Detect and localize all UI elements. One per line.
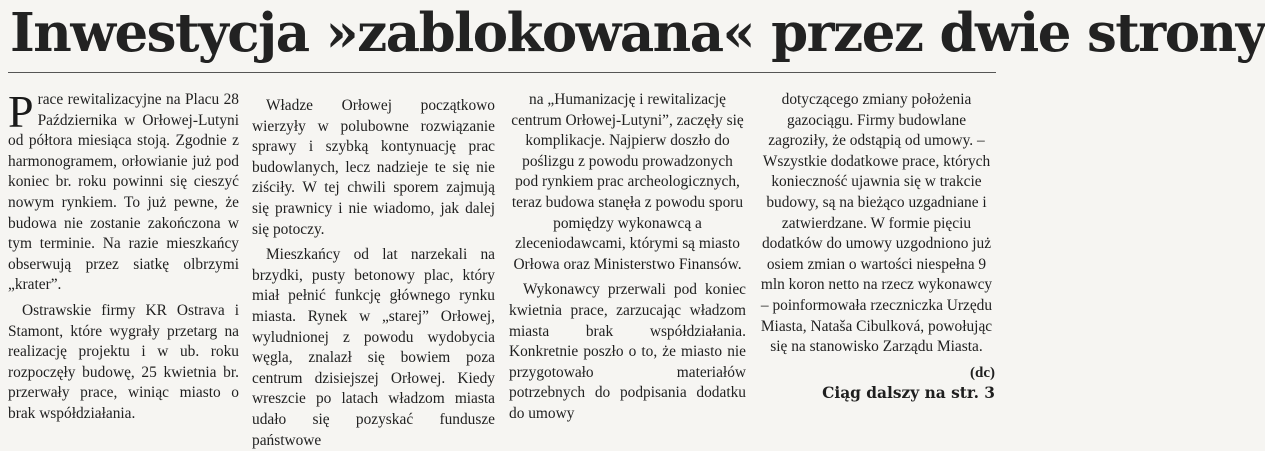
column-1-paragraph-2: Ostrawskie firmy KR Ostrava i Stamont, które wygrały przetarg na realizację projektu i w ub. roku rozpoczęły budowę, 25 kwietnia br. przerwały prace, winiąc miasto o brak współdziałania.	[8, 301, 239, 422]
article-column-2	[252, 96, 495, 451]
column-1-paragraph-1-text: race rewitalizacyjne na Placu 28 Października w Orłowej-Lutyni od półtora miesiąca stoją. Zgodnie z harmonogramem, orłowianie już pod koniec br. roku powinni się cieszyć nowym rynkiem. To już pewne, że budowa nie zostanie zakończona w tym terminie. Na razie mieszkańcy obserwują przez siatkę olbrzymi „krater”.	[8, 91, 239, 294]
continued-on-page: Ciąg dalszy na str. 3	[822, 383, 995, 402]
column-1-paragraph-1	[8, 86, 239, 296]
article-column-3	[509, 90, 746, 425]
column-2-paragraph-1: Władze Orłowej początkowo wierzyły w polubowne rozwiązanie sprawy i szybką kontynuację prac budowlanych, lecz nadzieje te się nie ziściły. W tej chwili sporem zajmują się prawnicy i nie wiadomo, jak dalej się potoczy.	[252, 97, 495, 238]
author-signature: (dc)	[970, 364, 995, 381]
column-3-paragraph-2: Wykonawcy przerwali pod koniec kwietnia prace, zarzucając władzom miasta brak współdziałania. Konkretnie poszło o to, że miasto nie przygotowało materiałów potrzebnych do podpisania dodatku do umowy	[509, 281, 746, 422]
column-2-paragraph-2: Mieszkańcy od lat narzekali na brzydki, pusty betonowy plac, który miał pełnić funkcję głównego rynku miasta. Rynek w „starej” Orłowej, wyludnionej z powodu wydobycia węgla, znalazł się bowiem poza centrum dzisiejszej Orłowej. Kiedy wreszcie po latach władzom miasta udało się pozyskać fundusze państwowe	[252, 246, 495, 449]
column-4-paragraph-1: dotyczącego zmiany położenia gazociągu. Firmy budowlane zagroziły, że odstąpią od umowy. – Wszystkie dodatkowe prace, których konieczność ujawnia się w trakcie budowy, są na bieżąco uzgadniane i zatwierdzane. W formie pięciu dodatków do umowy uzgodniono już osiem zmian o wartości niespełna 9 mln koron netto na rzecz wykonawcy – poinformowała rzeczniczka Urzędu Miasta, Nataša Cibulková, powołując się na stanowisko Zarządu Miasta.	[760, 91, 993, 356]
article-headline: Inwestycja »zablokowana« przez dwie strony	[10, 2, 1265, 64]
headline-rule	[8, 72, 996, 73]
article-column-1	[8, 86, 239, 425]
article-column-4	[758, 90, 995, 403]
column-3-paragraph-1: na „Humanizację i rewitalizację centrum Orłowej-Lutyni”, zaczęły się komplikacje. Najpierw doszło do poślizgu z powodu prowadzonych pod rynkiem prac archeologicznych, teraz budowa stanęła z powodu sporu pomiędzy wykonawcą a zleceniodawcami, którymi są miasto Orłowa oraz Ministerstwo Finansów.	[511, 91, 744, 273]
drop-cap: P	[8, 86, 34, 137]
